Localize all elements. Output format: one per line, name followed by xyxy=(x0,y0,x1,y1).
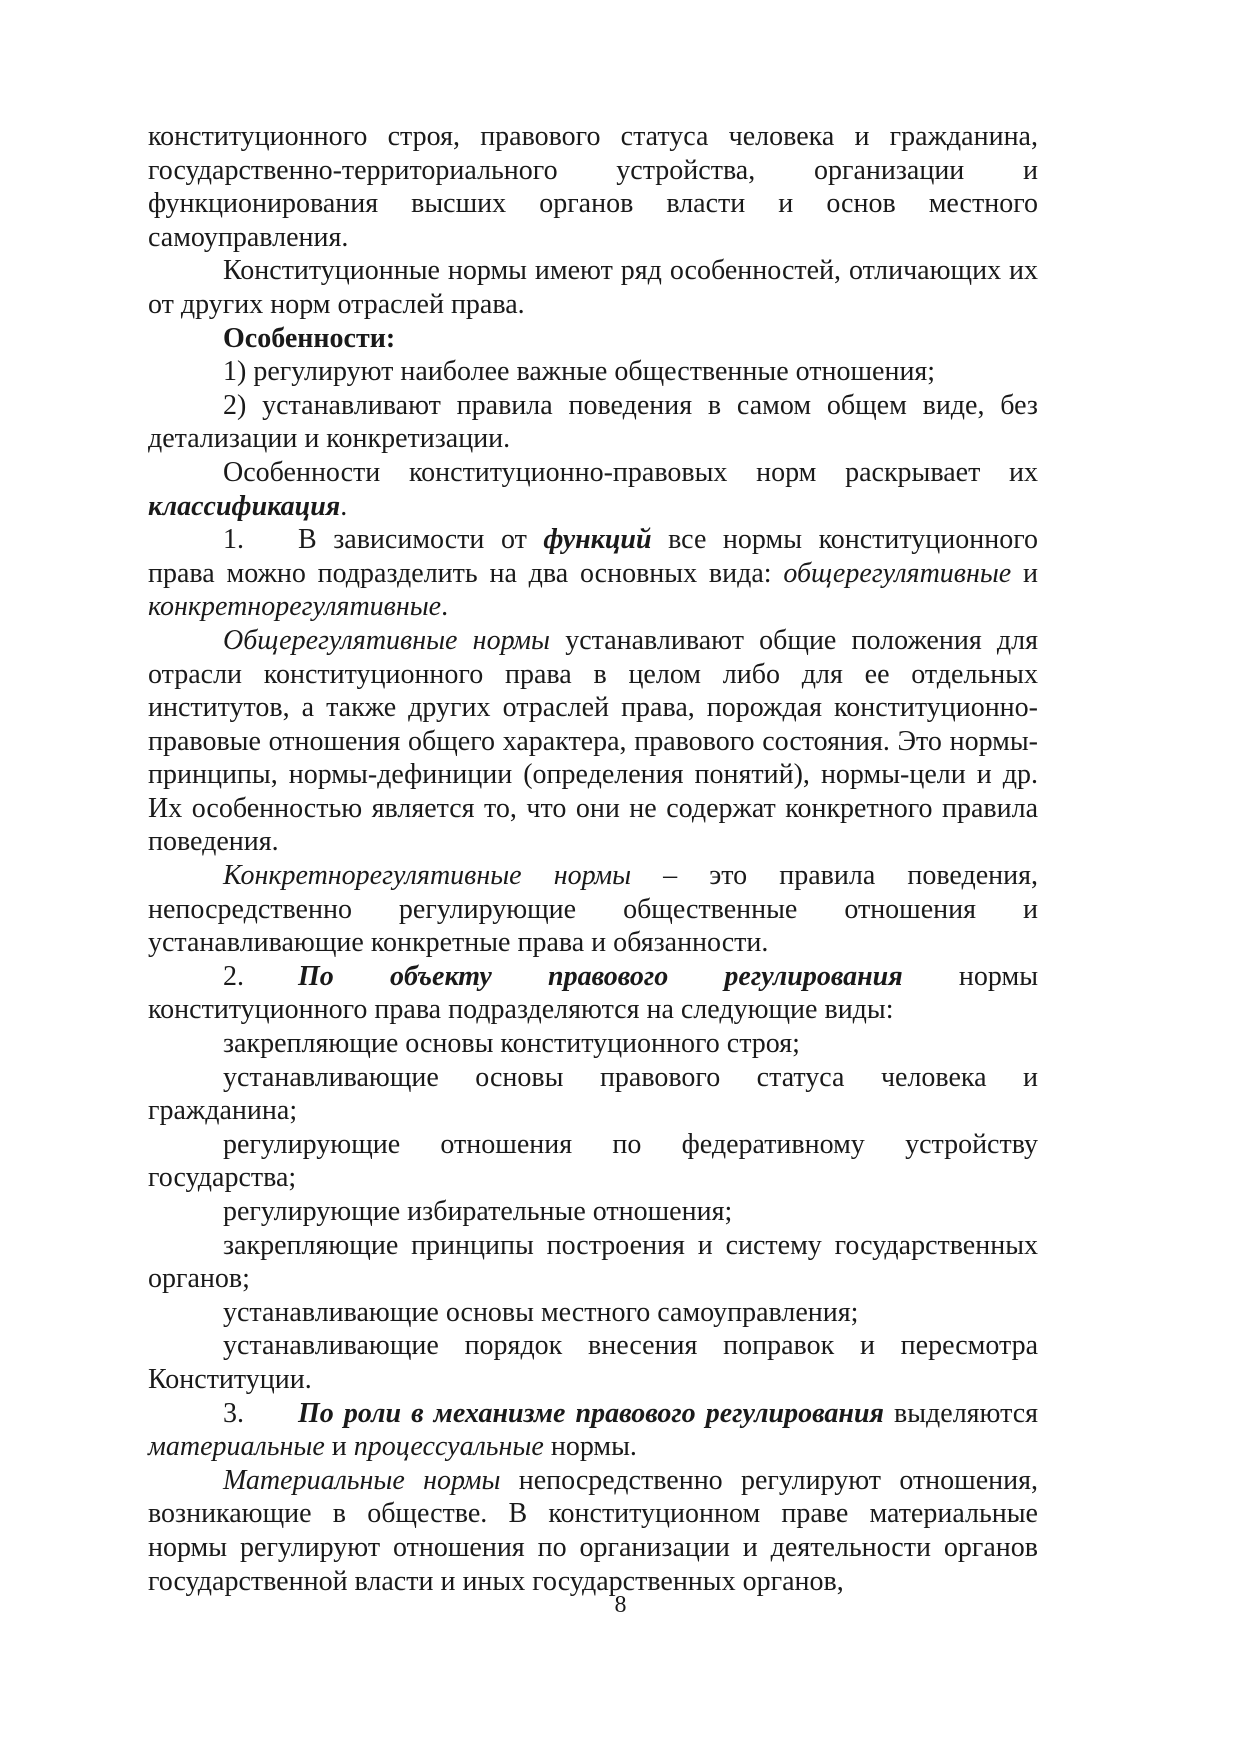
document-page xyxy=(148,120,1038,1598)
paragraph-material-norms xyxy=(148,1464,1038,1598)
feature-item-1: 1) регулируют наиболее важные общественные отношения; xyxy=(223,356,936,388)
item-3-kind-material: материальные xyxy=(148,1431,325,1463)
item-2-number: 2. xyxy=(223,960,244,992)
general-norms-term: Общерегулятивные нормы xyxy=(223,624,551,656)
classification-end: . xyxy=(340,490,348,522)
numbered-item-2 xyxy=(148,960,1038,1027)
specific-norms-text: – это правила поведения, непосредственно регулирующие общественные отношения и устанавливающие конкретные права и обязанности. xyxy=(148,860,1038,959)
item-1-text-before: В зависимости от xyxy=(298,524,544,556)
paragraph-specific-norms xyxy=(148,859,1038,960)
classification-term: классификация xyxy=(148,490,341,522)
paragraph-classification xyxy=(148,456,1038,523)
object-list-item: регулирующие избирательные отношения; xyxy=(223,1196,733,1227)
item-1-number: 1. xyxy=(223,524,244,556)
numbered-item-3 xyxy=(148,1397,1038,1464)
item-3-kind-procedural: процессуальные xyxy=(353,1431,544,1463)
classification-text: Особенности конституционно-правовых норм раскрывает их xyxy=(223,456,1038,488)
item-3-and: и xyxy=(324,1431,354,1463)
general-norms-text: устанавливают общие положения для отрасли конституционного права в целом либо для ее отдельных институтов, а также других отраслей права, порождая конституционно-правовые отношения общего характера, правового состояния. Это нормы-принципы, нормы-дефиниции (определения понятий), нормы-цели и др. Их особенностью является то, что они не содержат конкретного правила поведения. xyxy=(148,624,1038,858)
item-1-and: и xyxy=(1011,557,1039,589)
item-3-text-before: выделяются xyxy=(883,1397,1038,1429)
paragraph-features-intro: Конституционные нормы имеют ряд особенностей, отличающих их от других норм отраслей права. xyxy=(148,255,1038,320)
numbered-item-1 xyxy=(148,523,1038,624)
object-list-item: устанавливающие основы местного самоуправления; xyxy=(223,1296,859,1328)
item-3-end: нормы. xyxy=(543,1431,637,1463)
item-1-term: функций xyxy=(543,524,652,556)
item-3-number: 3. xyxy=(223,1397,244,1429)
object-list-item: закрепляющие принципы построения и систему государственных органов; xyxy=(148,1229,1038,1295)
material-norms-text: непосредственно регулируют отношения, возникающие в обществе. В конституционном праве материальные нормы регулируют отношения по организации и деятельности органов государственной власти и иных государственных органов, xyxy=(148,1464,1039,1597)
item-1-end: . xyxy=(441,591,449,623)
material-norms-term: Материальные нормы xyxy=(223,1464,501,1496)
features-heading: Особенности: xyxy=(223,322,396,354)
item-1-text-middle: все нормы конституционного права можно подразделить на два основных вида: xyxy=(148,524,1038,589)
item-1-kind-specific: конкретнорегулятивные xyxy=(148,591,442,623)
object-list-item: закрепляющие основы конституционного строя; xyxy=(223,1028,800,1060)
item-1-kind-general: общерегулятивные xyxy=(783,557,1012,589)
item-3-term: По роли в механизме правового регулирования xyxy=(298,1397,884,1429)
object-list-item: устанавливающие основы правового статуса человека и гражданина; xyxy=(148,1061,1038,1127)
paragraph-general-norms xyxy=(148,624,1038,859)
page-number: 8 xyxy=(614,1592,627,1618)
paragraph-intro: конституционного строя, правового статуса человека и гражданина, государственно-территориального устройства, организации и функционирования высших органов власти и основ местного самоуправления. xyxy=(148,121,1038,253)
specific-norms-term: Конкретнорегулятивные нормы xyxy=(223,860,632,892)
item-2-term: По объекту правового регулирования xyxy=(298,960,903,992)
object-list-item: регулирующие отношения по федеративному устройству государства; xyxy=(148,1128,1038,1194)
object-list-item: устанавливающие порядок внесения поправок и пересмотра Конституции. xyxy=(148,1330,1038,1395)
feature-item-2: 2) устанавливают правила поведения в самом общем виде, без детализации и конкретизации. xyxy=(148,389,1038,455)
item-2-text: нормы конституционного права подразделяются на следующие виды: xyxy=(148,960,1039,1026)
